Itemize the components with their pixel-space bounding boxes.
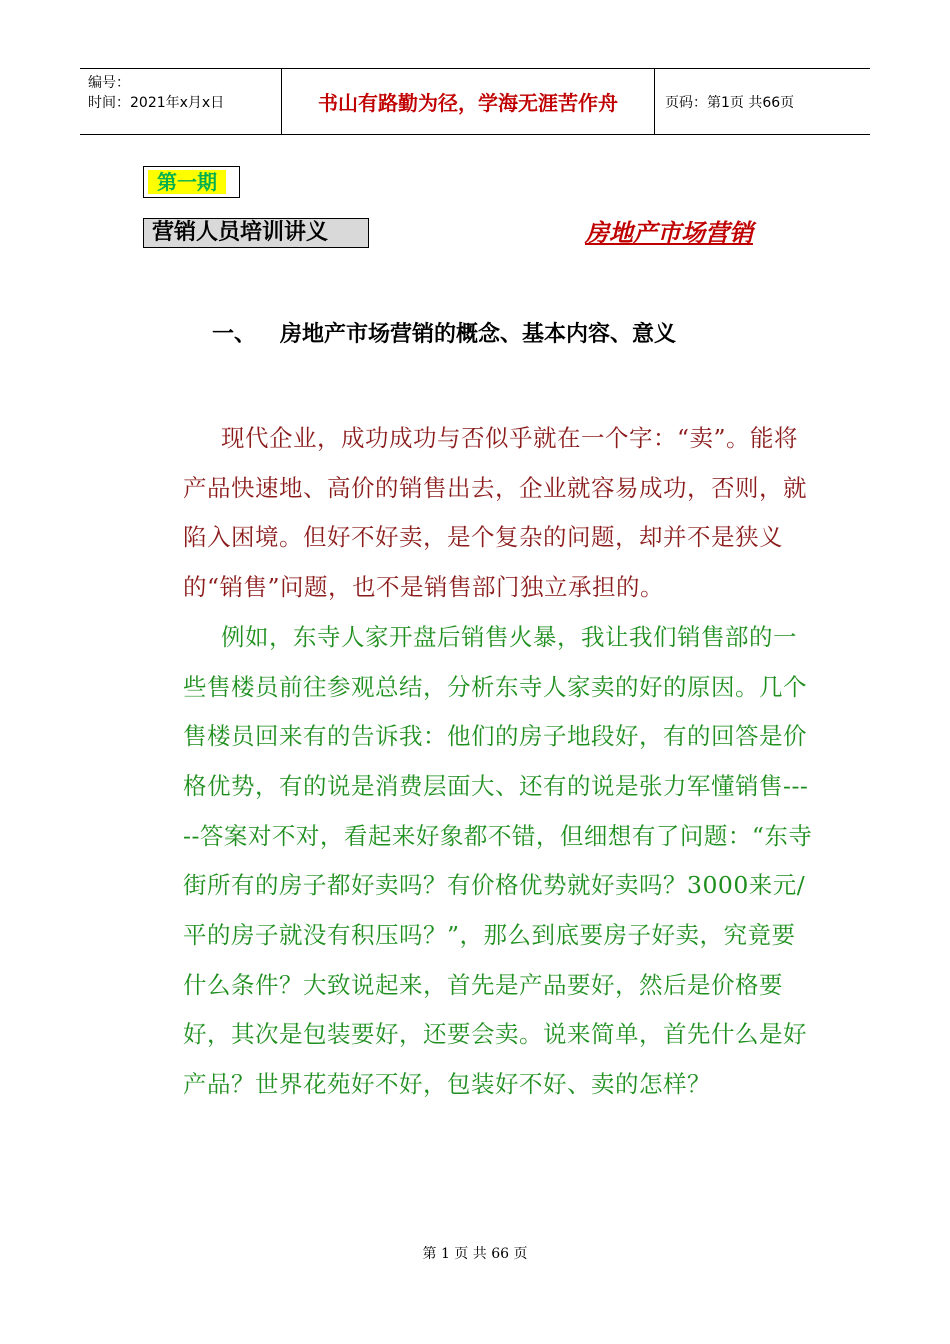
body-text: [183, 414, 813, 1110]
training-title: 营销人员培训讲义: [143, 218, 369, 248]
topic-title: 房地产市场营销: [585, 219, 753, 247]
issue-box: [143, 166, 240, 198]
date-label: 时间：2021年x月x日: [88, 95, 225, 111]
section-heading: [212, 318, 676, 352]
page-header: [80, 68, 870, 135]
page-footer: 第 1 页 共 66 页: [422, 1246, 528, 1262]
paragraph-2: 例如，东寺人家开盘后销售火暴，我让我们销售部的一些售楼员前往参观总结，分析东寺人家卖的好的原因。几个售楼员回来有的告诉我：他们的房子地段好，有的回答是价格优势，有的说是消费层面大、还有的说是张力军懂销售-----答案对不对，看起来好象都不错，但细想有了问题：“东寺街所有的房子都好卖吗？有价格优势就好卖吗？3000来元/平的房子就没有积压吗？”，那么到底要房子好卖，究竟要什么条件？大致说起来，首先是产品要好，然后是价格要好，其次是包装要好，还要会卖。说来简单，首先什么是好产品？世界花苑好不好，包装好不好、卖的怎样？: [183, 622, 813, 1099]
issue-label: 第一期: [148, 170, 226, 194]
section-title: 房地产市场营销的概念、基本内容、意义: [280, 322, 677, 347]
header-page-info: 页码：第1页 共66页: [665, 94, 795, 111]
code-label: 编号：: [88, 75, 130, 91]
header-motto: 书山有路勤为径，学海无涯苦作舟: [282, 69, 655, 134]
header-meta: [80, 69, 282, 134]
paragraph-1: 现代企业，成功成功与否似乎就在一个字：“卖”。能将产品快速地、高价的销售出去，企业就容易成功，否则，就陷入困境。但好不好卖，是个复杂的问题，却并不是狭义的“销售”问题，也不是销售部门独立承担的。: [183, 424, 807, 602]
section-number: 一、: [212, 322, 257, 347]
